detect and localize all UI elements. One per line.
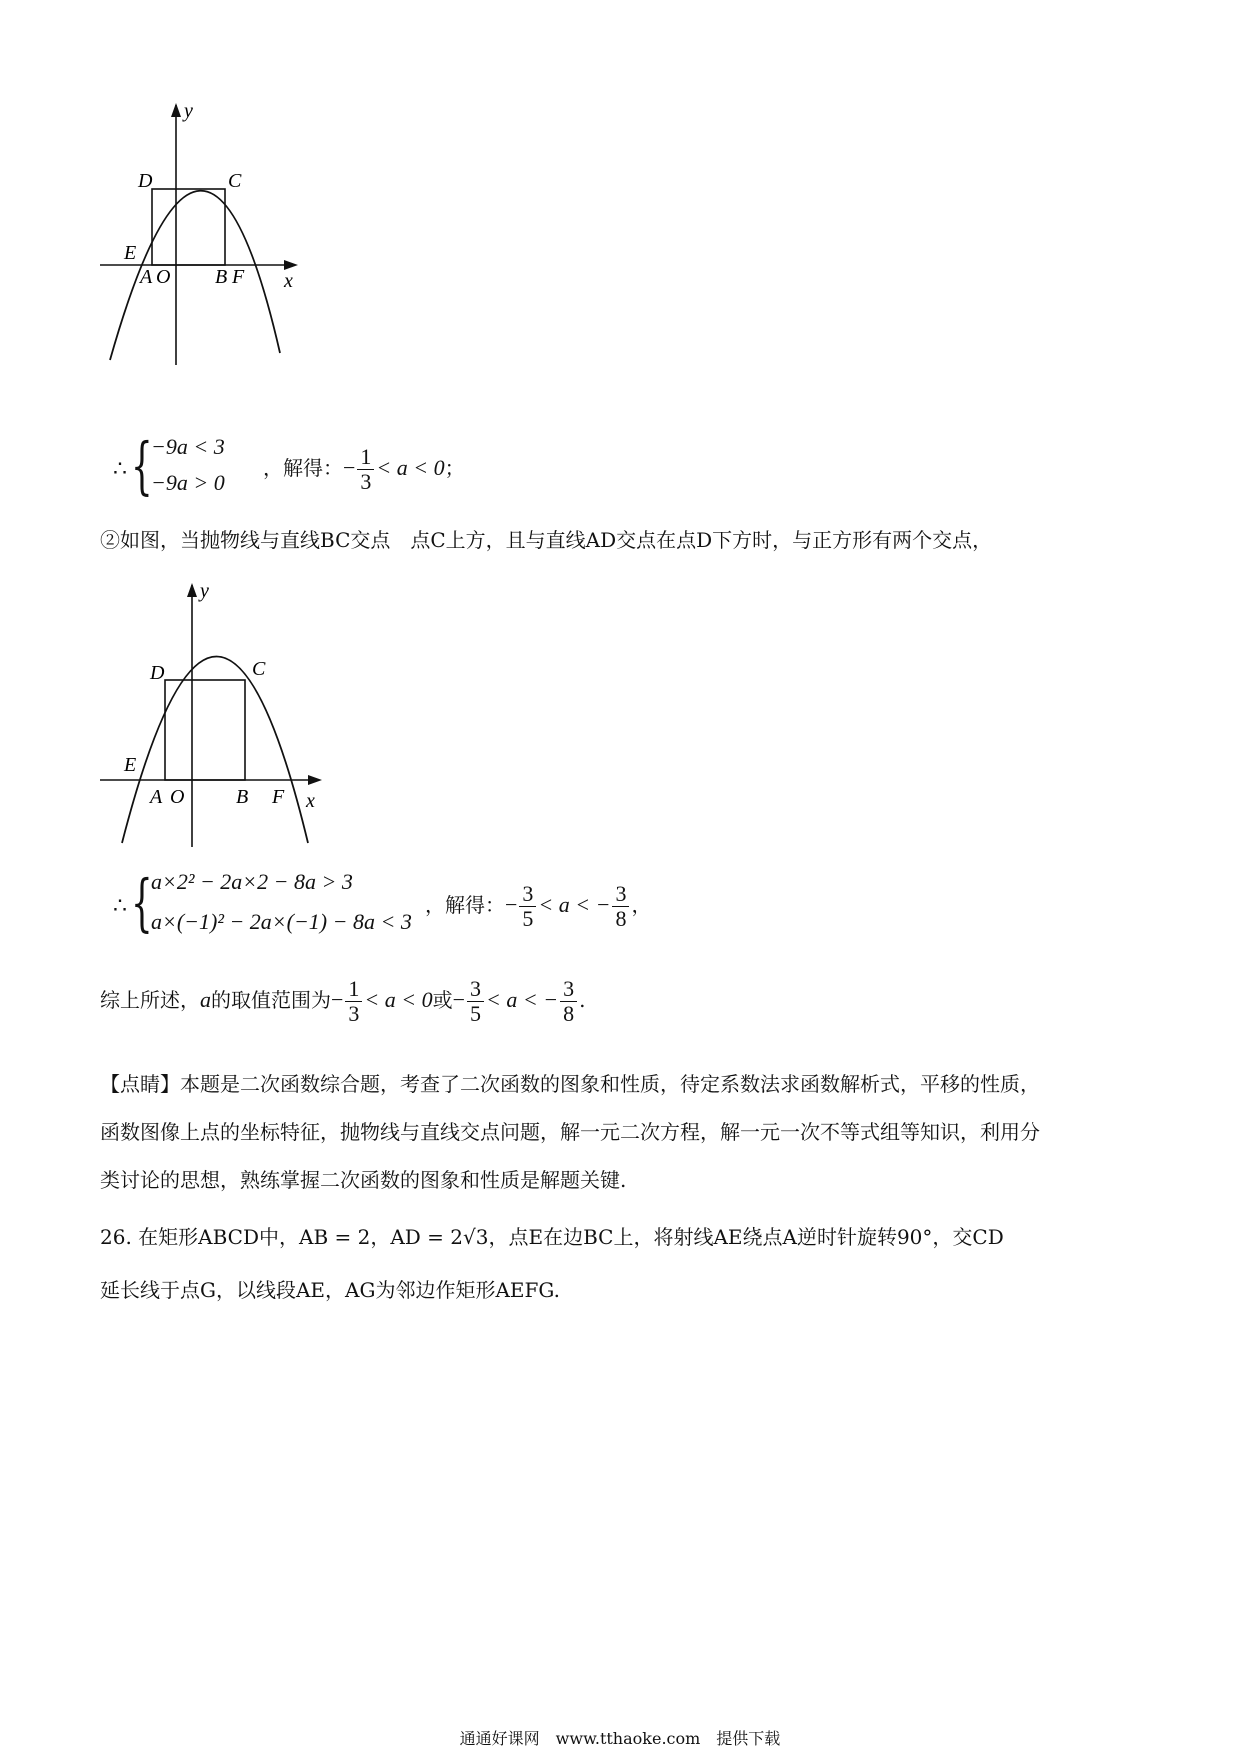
frac-num: 3: [612, 882, 629, 907]
frac-num: 3: [560, 977, 577, 1002]
problem-26-line-1: 26. 在矩形ABCD中，AB = 2，AD = 2√3，点E在边BC上，将射线AE绕点A逆时针旋转90°，交CD: [100, 1225, 1004, 1249]
summary-text: 的取值范围为: [211, 988, 331, 1012]
solve-label: ，解得：: [263, 456, 343, 480]
label-o: O: [170, 786, 185, 808]
label-y: y: [184, 100, 193, 122]
label-c: C: [228, 170, 242, 192]
solution-2: [425, 875, 651, 935]
var-a: a: [200, 987, 211, 1012]
summary-prefix: 综上所述，: [100, 988, 200, 1012]
minus-sign-2: −: [452, 987, 466, 1012]
label-f: F: [232, 266, 245, 288]
frac-den: 8: [615, 906, 627, 931]
frac-num: 1: [357, 445, 374, 470]
frac-den: 3: [360, 469, 372, 494]
square-abcd: [165, 680, 245, 780]
label-o: O: [156, 266, 171, 288]
label-a: A: [140, 266, 153, 288]
y-axis-arrow: [187, 583, 197, 597]
summary-line: [100, 968, 585, 1032]
label-x: x: [306, 790, 315, 812]
minus-sign: −: [331, 987, 344, 1012]
brace: {: [131, 866, 153, 939]
figure-2-parabola-square: [100, 575, 360, 855]
comment-line-3: 类讨论的思想，熟练掌握二次函数的图象和性质是解题关键.: [100, 1168, 627, 1192]
range-2: < a < −: [486, 987, 559, 1012]
y-axis-arrow: [171, 103, 181, 117]
frac-den: 5: [522, 906, 534, 931]
frac-den: 3: [348, 1001, 360, 1026]
minus-sign: −: [343, 455, 356, 480]
comma: ，: [631, 893, 652, 917]
fraction-3-8: [560, 977, 577, 1026]
label-b: B: [215, 266, 228, 288]
x-axis-arrow: [308, 775, 322, 785]
inequality-2: a×(−1)² − 2a×(−1) − 8a < 3: [151, 909, 412, 934]
middle-range: < a < −: [538, 892, 611, 917]
label-c: C: [252, 658, 266, 680]
label-y: y: [200, 580, 209, 602]
problem-26-line-2: 延长线于点G，以线段AE，AG为邻边作矩形AEFG.: [100, 1278, 560, 1302]
semicolon: ；: [444, 456, 465, 480]
fraction-1-3: [345, 977, 362, 1026]
therefore-symbol: ∴: [113, 457, 127, 482]
result-range: < a < 0: [376, 455, 445, 480]
therefore-symbol: ∴: [113, 894, 127, 919]
comment-line-2: 函数图像上点的坐标特征，抛物线与直线交点问题，解一元二次方程，解一元一次不等式组等知识，利用分: [100, 1120, 1040, 1144]
solve-label: ，解得：: [425, 893, 505, 917]
case-2-text: ②如图，当抛物线与直线BC交点 点C上方，且与直线AD交点在点D下方时，与正方形有两个交点，: [100, 528, 993, 552]
minus-sign: −: [505, 892, 518, 917]
frac-num: 3: [467, 977, 484, 1002]
fraction-3-5: [467, 977, 484, 1026]
label-d: D: [150, 662, 165, 684]
label-b: B: [236, 786, 249, 808]
fraction-3-5: [519, 882, 536, 931]
frac-den: 8: [563, 1001, 575, 1026]
period: .: [579, 988, 586, 1012]
figure-1-parabola-square: [100, 95, 330, 375]
label-x: x: [284, 270, 293, 292]
frac-num: 3: [519, 882, 536, 907]
brace: {: [131, 429, 153, 502]
fraction-3-8: [612, 882, 629, 931]
frac-den: 5: [470, 1001, 482, 1026]
range-1: < a < 0: [364, 987, 433, 1012]
inequality-1: −9a < 3: [151, 434, 225, 459]
label-d: D: [138, 170, 153, 192]
fraction-1-3: [357, 445, 374, 494]
square-abcd: [152, 189, 225, 265]
solution-1: [263, 438, 465, 498]
label-e: E: [124, 754, 137, 776]
label-f: F: [272, 786, 285, 808]
label-e: E: [124, 242, 137, 264]
comment-line-1: 【点睛】本题是二次函数综合题，考查了二次函数的图象和性质，待定系数法求函数解析式，平移的性质，: [100, 1072, 1040, 1096]
page-footer: 通通好课网 www.tthaoke.com 提供下载: [459, 1729, 781, 1748]
label-a: A: [150, 786, 163, 808]
inequality-1: a×2² − 2a×2 − 8a > 3: [151, 869, 353, 894]
x-axis-arrow: [284, 260, 298, 270]
parabola-curve: [122, 657, 308, 844]
inequality-2: −9a > 0: [151, 470, 225, 495]
parabola-curve: [110, 191, 280, 360]
or-text: 或: [432, 988, 453, 1012]
frac-num: 1: [345, 977, 362, 1002]
